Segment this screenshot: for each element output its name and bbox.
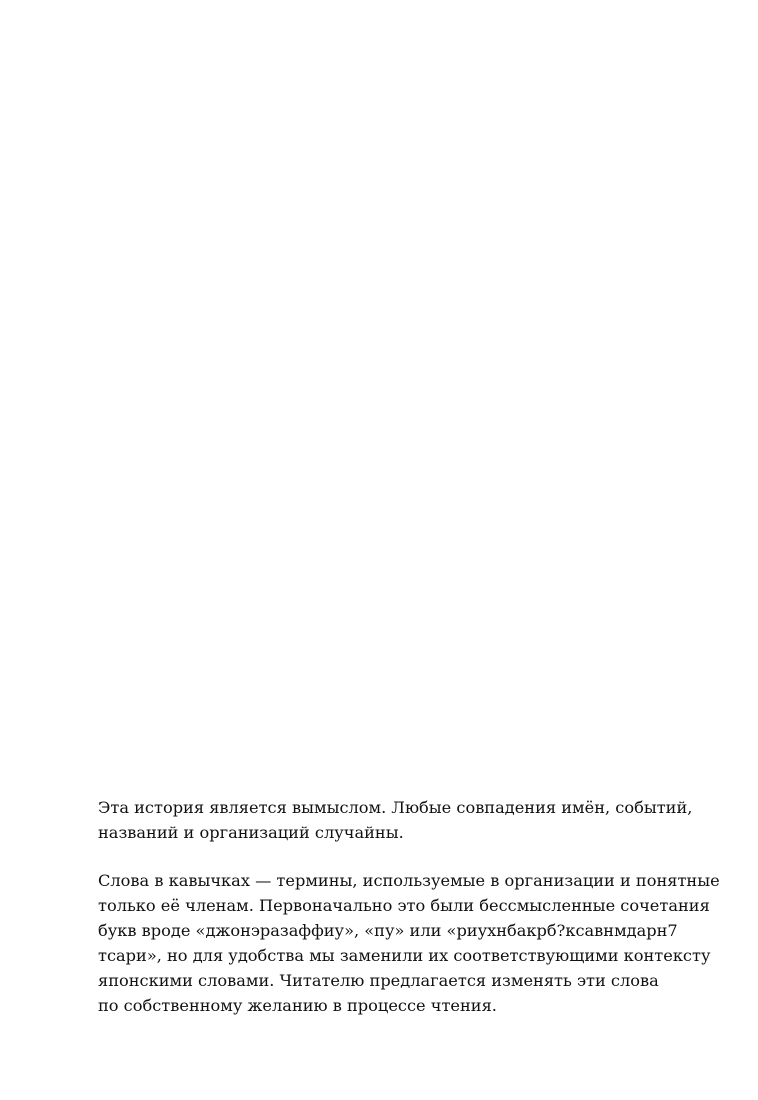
text-line: названий и организаций случайны.	[98, 823, 404, 842]
text-line: по собственному желанию в процессе чтения.	[98, 996, 497, 1015]
text-line: букв вроде «джонэразаффиу», «пу» или «риухнбакрб?ксавнмдарн7	[98, 921, 678, 940]
text-line: японскими словами. Читателю предлагается изменять эти слова	[98, 971, 659, 990]
text-line: только её членам. Первоначально это были бессмысленные сочетания	[98, 896, 710, 915]
fiction-disclaimer-paragraph	[98, 795, 693, 845]
disclaimer-block	[98, 795, 720, 1018]
text-line: Эта история является вымыслом. Любые совпадения имён, событий,	[98, 798, 693, 817]
text-line: Слова в кавычках — термины, используемые в организации и понятные	[98, 871, 720, 890]
text-line: тсари», но для удобства мы заменили их соответствующими контексту	[98, 946, 711, 965]
terms-explanation-paragraph	[98, 868, 720, 1018]
